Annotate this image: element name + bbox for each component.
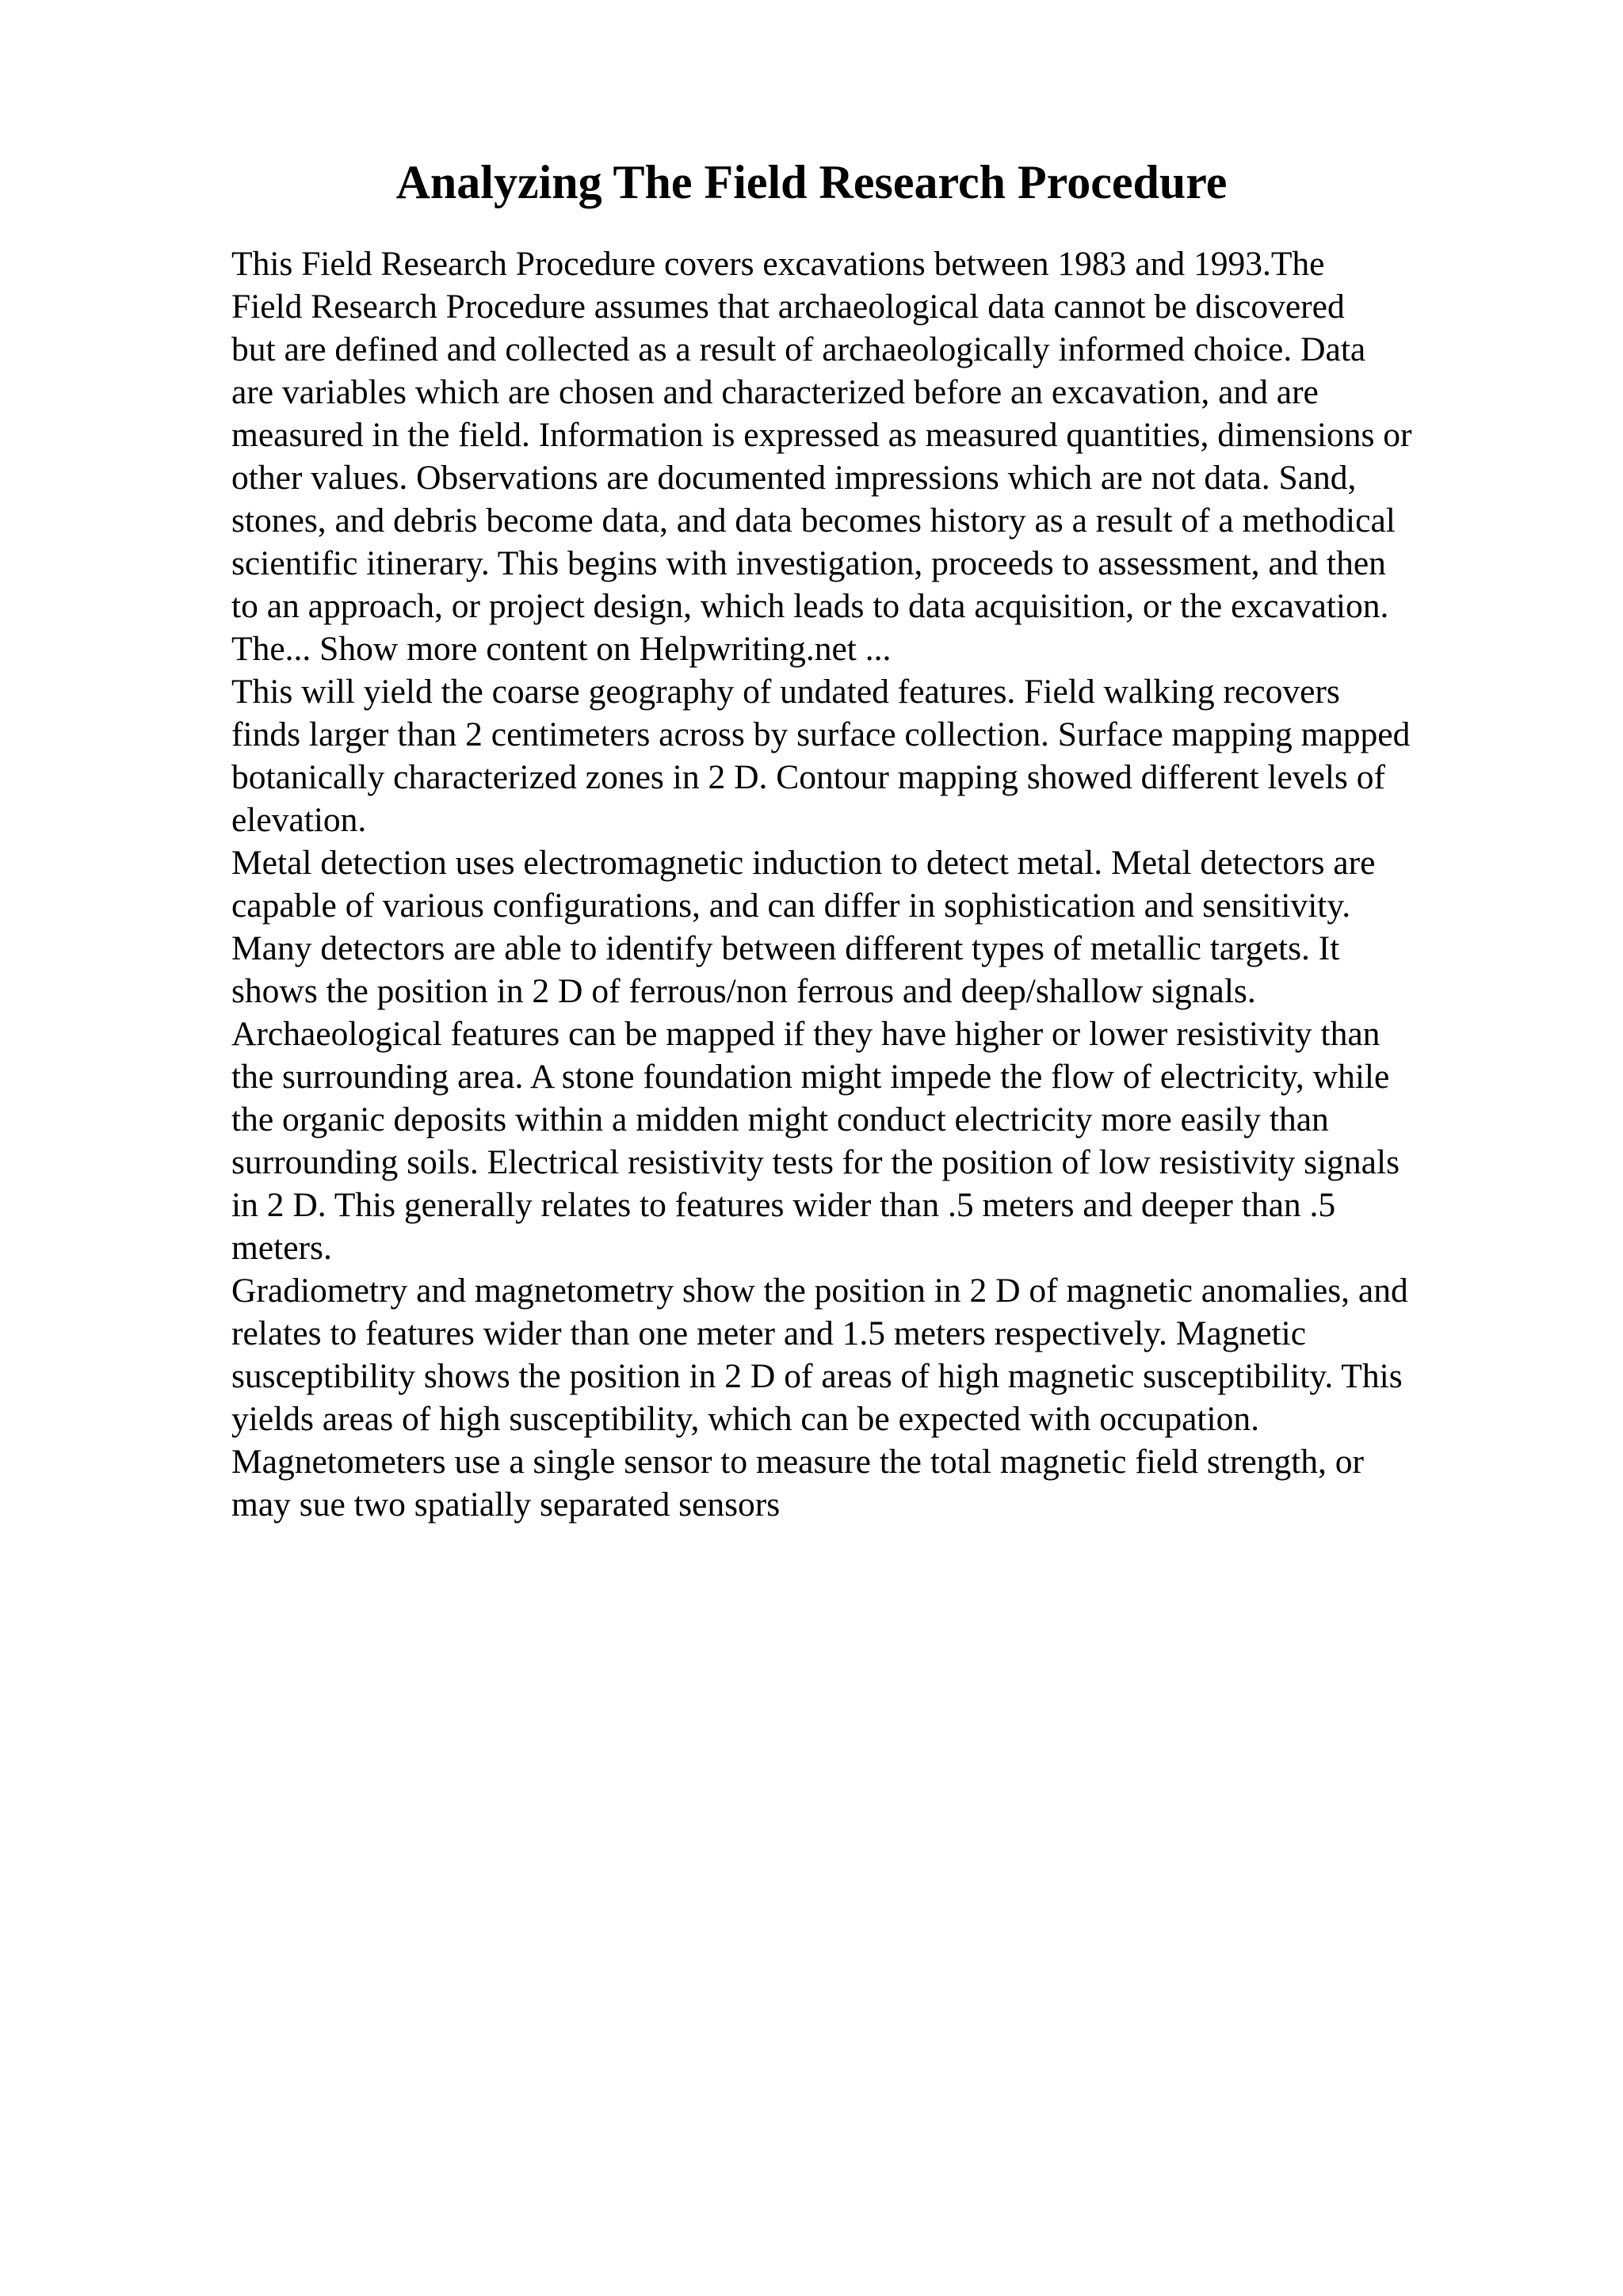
body-line: yields areas of high susceptibility, which can be expected with occupation. — [231, 1400, 1259, 1438]
body-line: Many detectors are able to identify between different types of metallic targets. It — [231, 929, 1340, 967]
body-line: susceptibility shows the position in 2 D of areas of high magnetic susceptibility. This — [231, 1357, 1403, 1395]
show-more-line: The... Show more content on Helpwriting.net ... — [231, 630, 892, 668]
document-body — [231, 242, 1515, 1526]
body-line: other values. Observations are documented impressions which are not data. Sand, — [231, 459, 1357, 497]
body-line: finds larger than 2 centimeters across by surface collection. Surface mapping mapped — [231, 715, 1411, 753]
body-line: elevation. — [231, 801, 367, 839]
body-line: are variables which are chosen and characterized before an excavation, and are — [231, 373, 1319, 411]
body-line: This Field Research Procedure covers excavations between 1983 and 1993.The — [231, 245, 1325, 283]
body-line: stones, and debris become data, and data becomes history as a result of a methodical — [231, 502, 1396, 540]
body-line: botanically characterized zones in 2 D. Contour mapping showed different levels of — [231, 758, 1385, 796]
body-line: Archaeological features can be mapped if they have higher or lower resistivity than — [231, 1015, 1381, 1053]
body-line: shows the position in 2 D of ferrous/non ferrous and deep/shallow signals. — [231, 972, 1256, 1010]
body-line: to an approach, or project design, which leads to data acquisition, or the excavation. — [231, 587, 1389, 625]
body-line: scientific itinerary. This begins with investigation, proceeds to assessment, and then — [231, 544, 1386, 582]
body-line: Gradiometry and magnetometry show the position in 2 D of magnetic anomalies, and — [231, 1272, 1408, 1310]
body-line: This will yield the coarse geography of undated features. Field walking recovers — [231, 673, 1340, 711]
body-line: Field Research Procedure assumes that archaeological data cannot be discovered — [231, 288, 1345, 326]
body-line: Magnetometers use a single sensor to measure the total magnetic field strength, or — [231, 1443, 1365, 1481]
body-line: the organic deposits within a midden might conduct electricity more easily than — [231, 1100, 1329, 1138]
body-line: Metal detection uses electromagnetic induction to detect metal. Metal detectors are — [231, 844, 1376, 882]
body-line: the surrounding area. A stone foundation might impede the flow of electricity, while — [231, 1058, 1390, 1096]
body-line: meters. — [231, 1229, 332, 1267]
body-line: but are defined and collected as a result of archaeologically informed choice. Data — [231, 330, 1366, 368]
body-line: surrounding soils. Electrical resistivity tests for the position of low resistivity signals — [231, 1143, 1400, 1181]
body-line: capable of various configurations, and can differ in sophistication and sensitivity. — [231, 887, 1351, 925]
body-line: may sue two spatially separated sensors — [231, 1486, 781, 1524]
page-title: Analyzing The Field Research Procedure — [395, 156, 1228, 208]
body-line: measured in the field. Information is expressed as measured quantities, dimensions or — [231, 416, 1412, 454]
body-line: in 2 D. This generally relates to features wider than .5 meters and deeper than .5 — [231, 1186, 1336, 1224]
body-line: relates to features wider than one meter and 1.5 meters respectively. Magnetic — [231, 1314, 1306, 1352]
